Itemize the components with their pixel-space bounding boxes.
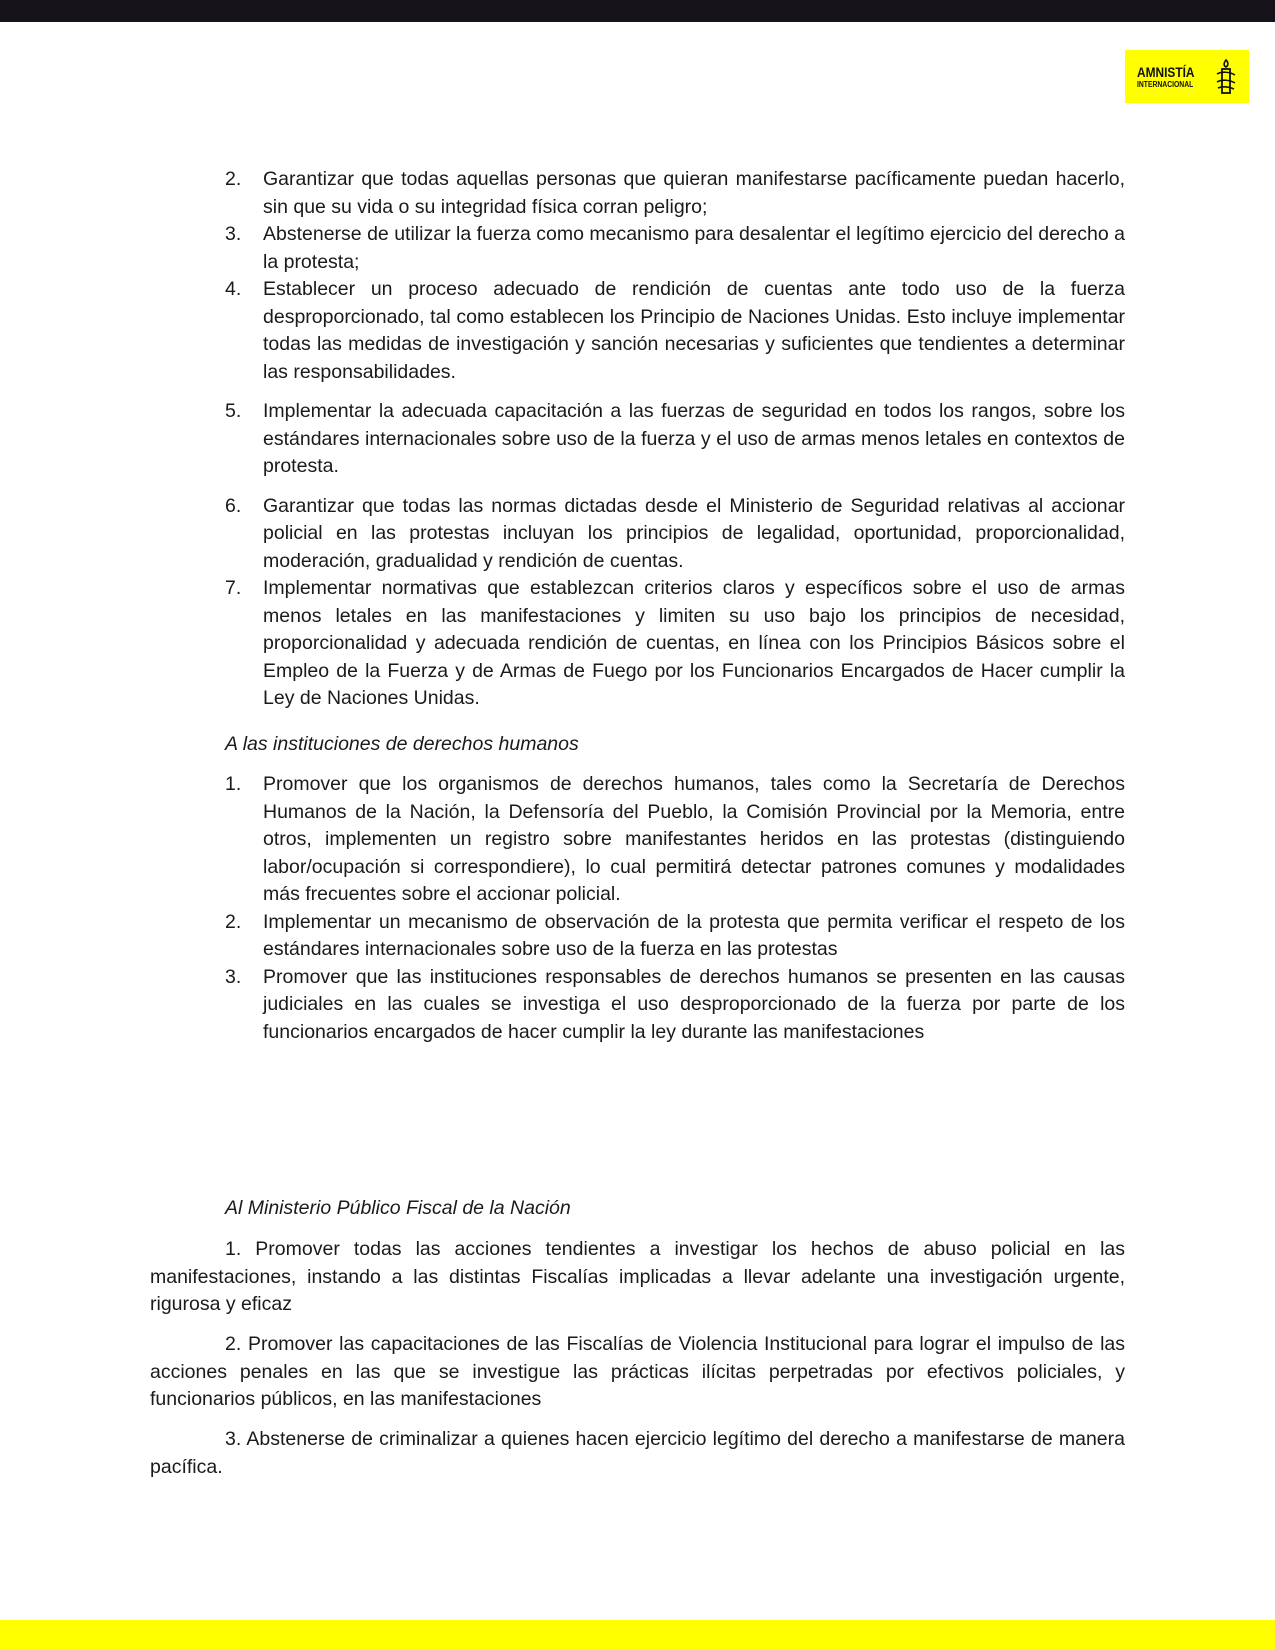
logo-line1: AMNISTÍA bbox=[1137, 63, 1195, 80]
list-item: 3. Promover que las instituciones responsables de derechos humanos se presenten en las causas judiciales en las cuales se investiga el uso desproporcionado de la fuerza por parte de los funcionarios encargados de hacer cumplir la ley durante las manifestaciones bbox=[225, 965, 1125, 1043]
candle-barbed-wire-icon bbox=[1214, 58, 1238, 96]
list-item: 6. Garantizar que todas las normas dictadas desde el Ministerio de Seguridad relativas al accionar policial en las protestas incluyan los principios de legalidad, oportunidad, proporcionalidad, moderación, gradualidad y rendición de cuentas. bbox=[225, 494, 1125, 572]
section-heading-human-rights: A las instituciones de derechos humanos bbox=[225, 733, 579, 755]
logo-line2: INTERNACIONAL bbox=[1137, 79, 1194, 89]
amnesty-logo bbox=[1125, 50, 1249, 103]
ministerio-paragraph: 1. Promover todas las acciones tendientes a investigar los hechos de abuso policial en las manifestaciones, instando a las distintas Fiscalías implicadas a llevar adelante una investigación urgente, rigurosa y eficaz bbox=[150, 1238, 1125, 1315]
list-item: 1. Promover que los organismos de derechos humanos, tales como la Secretaría de Derechos Humanos de la Nación, la Defensoría del Pueblo, la Comisión Provincial por la Memoria, entre otros, implementen un registro sobre manifestantes heridos en las protestas (distinguiendo labor/ocupación si correspondiere), lo cual permitirá detectar patrones comunes y modalidades más frecuentes sobre el accionar policial. bbox=[225, 773, 1125, 905]
list-item: 5. Implementar la adecuada capacitación a las fuerzas de seguridad en todos los rangos, sobre los estándares internacionales sobre uso de la fuerza y el uso de armas menos letales en contextos de protesta. bbox=[225, 400, 1125, 477]
bottom-bar bbox=[0, 1620, 1275, 1650]
ministerio-paragraph: 2. Promover las capacitaciones de las Fiscalías de Violencia Institucional para lograr el impulso de las acciones penales en las que se investigue las prácticas ilícitas perpetradas por efectivos policiales, y funcionarios públicos, en las manifestaciones bbox=[150, 1333, 1125, 1410]
top-bar bbox=[0, 0, 1275, 22]
list-item: 2. Implementar un mecanismo de observación de la protesta que permita verificar el respeto de los estándares internacionales sobre uso de la fuerza en las protestas bbox=[225, 910, 1125, 960]
list-item: 2. Garantizar que todas aquellas personas que quieran manifestarse pacíficamente puedan hacerlo, sin que su vida o su integridad física corran peligro; bbox=[225, 168, 1125, 218]
security-recommendations-list bbox=[225, 166, 1125, 713]
human-rights-list bbox=[225, 771, 1125, 1046]
list-item: 7. Implementar normativas que establezcan criterios claros y específicos sobre el uso de armas menos letales en las manifestaciones y limiten su uso bajo los principios de necesidad, proporcionalidad y adecuada rendición de cuentas, en línea con los Principios Básicos sobre el Empleo de la Fuerza y de Armas de Fuego por los Funcionarios Encargados de Hacer cumplir la Ley de Naciones Unidas. bbox=[225, 577, 1125, 709]
list-item: 3. Abstenerse de utilizar la fuerza como mecanismo para desalentar el legítimo ejercicio del derecho a la protesta; bbox=[225, 223, 1125, 273]
section-heading-ministerio: Al Ministerio Público Fiscal de la Nación bbox=[225, 1197, 571, 1219]
list-item: 4. Establecer un proceso adecuado de rendición de cuentas ante todo uso de la fuerza desproporcionado, tal como establecen los Principio de Naciones Unidas. Esto incluye implementar todas las medidas de investigación y sanción necesarias y suficientes que tendientes a determinar las responsabilidades. bbox=[225, 278, 1125, 383]
ministerio-paragraph: 3. Abstenerse de criminalizar a quienes hacen ejercicio legítimo del derecho a manifestarse de manera pacífica. bbox=[150, 1428, 1125, 1478]
